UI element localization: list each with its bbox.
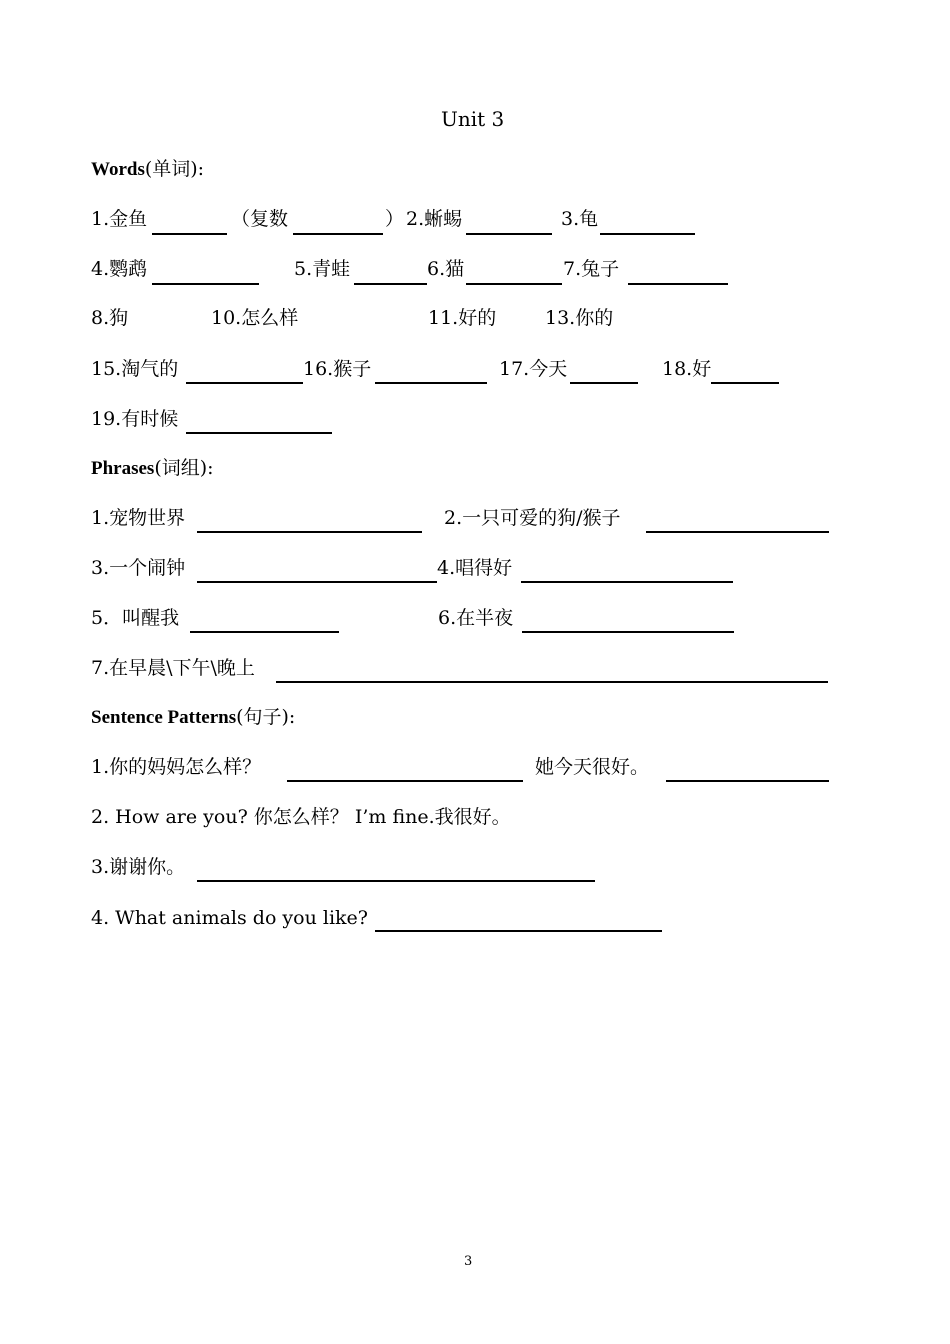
- phrase-time-of-day-label: 7.在早晨\下午\晚上: [91, 657, 255, 679]
- phrase-midnight-label: 6.在半夜: [438, 607, 514, 629]
- phrases-heading-cn: (词组):: [154, 457, 214, 479]
- sentences-heading: [91, 705, 295, 730]
- word-parrot-blank[interactable]: [152, 283, 259, 285]
- word-sometimes-label: 19.有时候: [91, 408, 179, 430]
- word-fine-label: 11.好的: [428, 307, 497, 329]
- sentences-heading-en: Sentence Patterns: [91, 707, 237, 728]
- sentence-animals-blank[interactable]: [375, 930, 662, 932]
- phrase-sing-well-label: 4.唱得好: [437, 557, 513, 579]
- word-goldfish-label: 1.金鱼: [91, 208, 148, 230]
- word-monkey-blank[interactable]: [375, 382, 487, 384]
- phrase-sing-well-blank[interactable]: [521, 581, 733, 583]
- phrase-cute-dog-blank[interactable]: [646, 531, 829, 533]
- sentence-animals: 4. What animals do you like?: [91, 907, 368, 929]
- phrase-midnight-blank[interactable]: [522, 631, 734, 633]
- word-naughty-blank[interactable]: [186, 382, 303, 384]
- words-heading-en: Words: [91, 159, 145, 180]
- word-sometimes-blank[interactable]: [186, 432, 332, 434]
- phrase-wake-me-label: 5．叫醒我: [91, 607, 180, 629]
- word-good-label: 18.好: [662, 358, 712, 380]
- word-turtle-blank[interactable]: [600, 233, 695, 235]
- sentence-mom-answer: 她今天很好。: [535, 756, 650, 778]
- phrase-alarm-clock-blank[interactable]: [197, 581, 437, 583]
- word-today-label: 17.今天: [499, 358, 568, 380]
- word-cat-label: 6.猫: [427, 258, 465, 280]
- word-goldfish-blank[interactable]: [152, 233, 227, 235]
- sentence-thank-you-blank[interactable]: [197, 880, 595, 882]
- word-goldfish-plural-blank[interactable]: [293, 233, 383, 235]
- word-naughty-label: 15.淘气的: [91, 358, 179, 380]
- word-lizard-blank[interactable]: [466, 233, 552, 235]
- word-turtle-label: 3.龟: [561, 208, 599, 230]
- word-monkey-label: 16.猴子: [303, 358, 372, 380]
- words-heading: [91, 157, 204, 182]
- word-good-blank[interactable]: [711, 382, 779, 384]
- words-heading-cn: (单词):: [144, 158, 205, 180]
- phrases-heading-en: Phrases: [91, 458, 155, 479]
- word-goldfish-plural-open: （复数: [231, 208, 289, 230]
- phrase-cute-dog-label: 2.一只可爱的狗/猴子: [444, 507, 621, 529]
- sentence-how-are-you: 2. How are you? 你怎么样？ I’m fine.我很好。: [91, 806, 511, 828]
- phrase-pet-world-label: 1.宠物世界: [91, 507, 186, 529]
- phrase-time-of-day-blank[interactable]: [276, 681, 828, 683]
- word-frog-label: 5.青蛙: [294, 258, 351, 280]
- word-frog-blank[interactable]: [354, 283, 427, 285]
- sentence-mom-question: 1.你的妈妈怎么样？: [91, 756, 262, 778]
- word-rabbit-label: 7.兔子: [563, 258, 620, 280]
- phrase-alarm-clock-label: 3.一个闹钟: [91, 557, 186, 579]
- word-how-label: 10.怎么样: [211, 307, 299, 329]
- word-rabbit-blank[interactable]: [628, 283, 728, 285]
- word-today-blank[interactable]: [570, 382, 638, 384]
- phrase-wake-me-blank[interactable]: [190, 631, 339, 633]
- sentence-mom-answer-blank[interactable]: [666, 780, 829, 782]
- word-dog-label: 8.狗: [91, 307, 129, 329]
- phrase-pet-world-blank[interactable]: [197, 531, 422, 533]
- word-your-label: 13.你的: [545, 307, 614, 329]
- phrases-heading: [91, 456, 214, 481]
- sentence-thank-you: 3.谢谢你。: [91, 856, 186, 878]
- sentence-mom-question-blank[interactable]: [287, 780, 523, 782]
- page-number: 3: [464, 1254, 473, 1269]
- word-cat-blank[interactable]: [466, 283, 562, 285]
- word-goldfish-plural-close: ）: [385, 208, 405, 230]
- word-lizard-label: 2.蜥蜴: [406, 208, 463, 230]
- sentences-heading-cn: (句子):: [236, 706, 296, 728]
- page-title: Unit 3: [441, 107, 505, 131]
- word-parrot-label: 4.鹦鹉: [91, 258, 148, 280]
